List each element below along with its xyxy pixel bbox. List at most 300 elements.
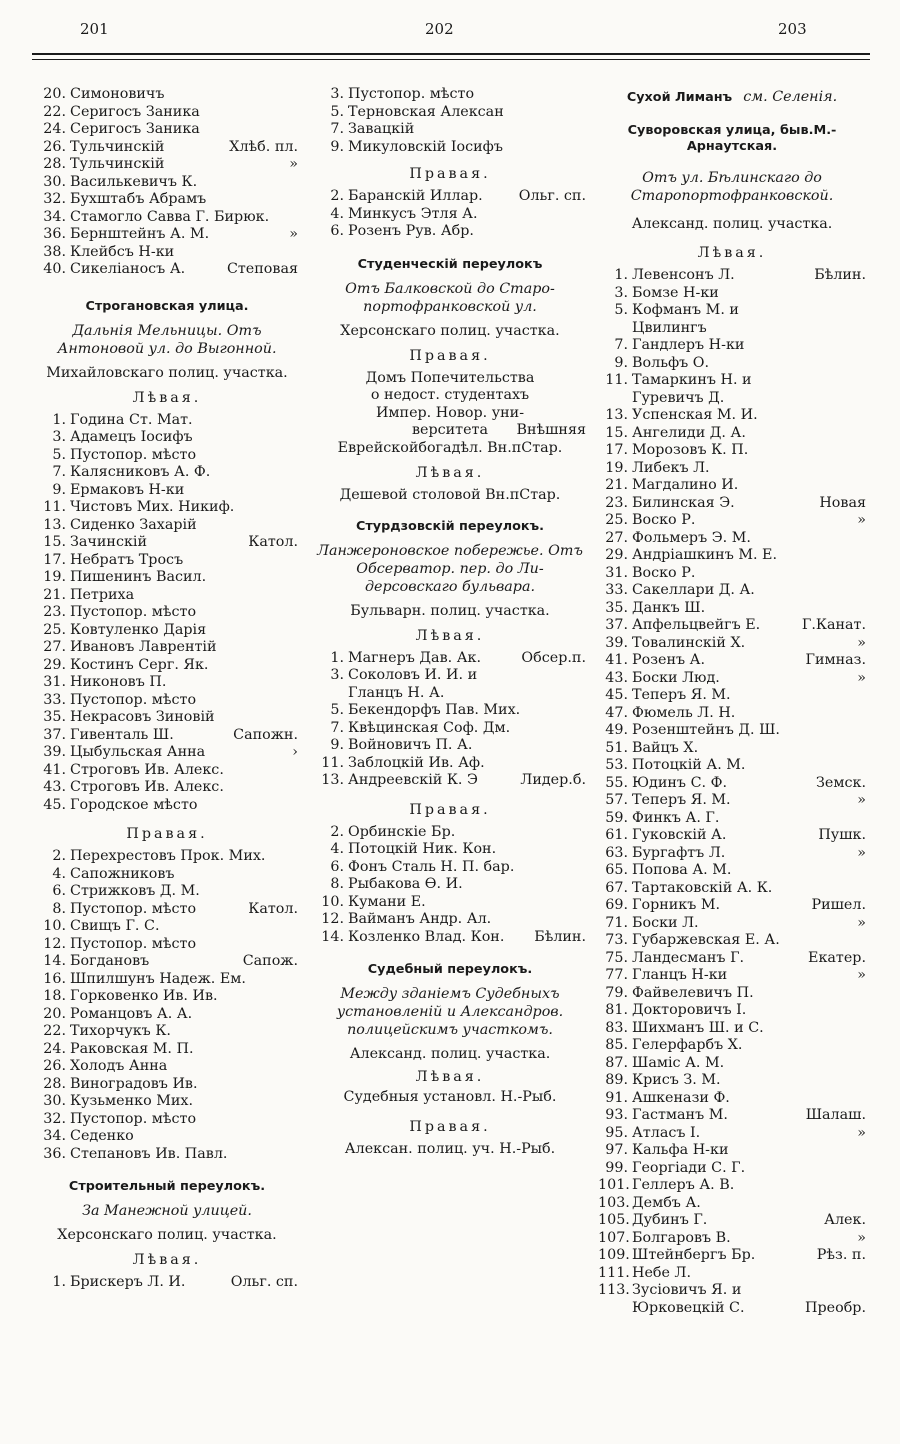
house-number: 79. bbox=[605, 984, 628, 1001]
entry-row bbox=[36, 121, 298, 139]
house-number: 12. bbox=[321, 911, 344, 927]
owner-name: Пустопор. мѣсто bbox=[70, 1110, 197, 1127]
owner-name: Тамаркинъ Н. и bbox=[632, 372, 752, 388]
owner-name: Рыбакова Ѳ. И. bbox=[348, 876, 463, 892]
entry-row bbox=[598, 477, 866, 495]
header-rule-thin bbox=[32, 59, 870, 60]
owner-name: Морозовъ К. П. bbox=[632, 442, 749, 458]
entry-row bbox=[598, 652, 866, 670]
owner-name: Баранскій Иллар. bbox=[348, 188, 483, 204]
house-number: 85. bbox=[605, 1037, 628, 1053]
entry-row bbox=[598, 1090, 866, 1108]
cross-street-tag: Хлѣб. пл. bbox=[229, 138, 298, 155]
entry-row bbox=[314, 188, 586, 206]
house-number: 8. bbox=[52, 900, 66, 917]
owner-name: Магнеръ Дав. Ак. bbox=[348, 649, 482, 666]
house-number: 59. bbox=[605, 809, 628, 826]
house-number: 2. bbox=[330, 823, 344, 840]
house-number: 37. bbox=[43, 726, 66, 743]
entry-row bbox=[598, 1247, 866, 1265]
house-number: 19. bbox=[605, 459, 628, 476]
owner-name: Пишенинъ Васил. bbox=[70, 569, 207, 585]
house-number: 43. bbox=[43, 779, 66, 795]
house-number: 29. bbox=[605, 547, 628, 563]
entry-row bbox=[314, 685, 586, 703]
house-number: 20. bbox=[43, 86, 66, 102]
cross-street-tag: Обсер.п. bbox=[521, 649, 586, 666]
house-number: 24. bbox=[43, 1040, 66, 1057]
owner-name: Зачинскій bbox=[70, 534, 147, 550]
owner-name: Гандлеръ Н-ки bbox=[632, 337, 745, 353]
entry-row bbox=[598, 512, 866, 530]
house-number: 31. bbox=[43, 674, 66, 690]
house-number: 26. bbox=[43, 138, 66, 155]
institution-block: Дешевой столовой Вн.пСтар. bbox=[339, 487, 561, 503]
owner-name: Никоновъ П. bbox=[70, 674, 167, 690]
side-label: Лѣвая. bbox=[415, 465, 485, 481]
owner-name: Успенская М. И. bbox=[632, 407, 758, 423]
owner-name: Шпилшунъ Надеж. Ем. bbox=[70, 970, 246, 987]
entry-row bbox=[314, 911, 586, 929]
entry-list bbox=[36, 848, 298, 1163]
house-number: 7. bbox=[52, 464, 66, 480]
entry-row bbox=[36, 744, 298, 762]
page-number-right: 203 bbox=[778, 20, 807, 38]
owner-name: Апфельцвейгъ Е. bbox=[632, 617, 761, 633]
house-number: 1. bbox=[330, 649, 344, 666]
page-number-center: 202 bbox=[425, 20, 454, 38]
institution-line: Домъ Попечительства bbox=[365, 369, 535, 386]
house-number: 19. bbox=[43, 569, 66, 585]
institution-line: Еврейскойбогадѣл. Вн.пСтар. bbox=[337, 439, 563, 456]
owner-name: Ашкенази Ф. bbox=[632, 1089, 730, 1106]
owner-name: Гланцъ Н. А. bbox=[348, 684, 445, 701]
entry-row bbox=[36, 447, 298, 465]
owner-name: Юрковецкій С. bbox=[632, 1299, 745, 1316]
house-number: 32. bbox=[43, 1110, 66, 1127]
owner-name: Брискеръ Л. И. bbox=[70, 1274, 186, 1290]
owner-name: Серигосъ Заника bbox=[70, 103, 200, 120]
entry-row bbox=[36, 1274, 298, 1292]
owner-name: Шихманъ Ш. и С. bbox=[632, 1019, 764, 1036]
cross-reference-title: Сухой Лиманъ bbox=[626, 90, 733, 105]
police-district: Бульварн. полиц. участка. bbox=[350, 602, 550, 619]
entry-row bbox=[36, 866, 298, 884]
entry-row bbox=[36, 1146, 298, 1164]
entry-row bbox=[36, 86, 298, 104]
entry-row bbox=[598, 757, 866, 775]
owner-name: Костинъ Серг. Як. bbox=[70, 656, 209, 673]
cross-street-tag: Катол. bbox=[248, 900, 298, 917]
entry-row bbox=[598, 372, 866, 390]
owner-name: Пустопор. мѣсто bbox=[70, 604, 197, 620]
entry-row bbox=[598, 1160, 866, 1178]
street-description: Между зданіемъ Судебныхъ установленій и Александров. полицейскимъ участкомъ. bbox=[336, 986, 564, 1038]
owner-name: Тульчинскій bbox=[70, 156, 165, 172]
entry-row bbox=[598, 285, 866, 303]
owner-name: Воско Р. bbox=[632, 564, 696, 581]
entry-list bbox=[598, 267, 866, 1317]
house-number: 41. bbox=[605, 652, 628, 668]
entry-row bbox=[598, 705, 866, 723]
entry-row bbox=[314, 650, 586, 668]
owner-name: Билинская Э. bbox=[632, 494, 735, 511]
house-number: 24. bbox=[43, 121, 66, 137]
entry-row bbox=[36, 779, 298, 797]
house-number: 45. bbox=[605, 687, 628, 703]
house-number: 101. bbox=[598, 1177, 630, 1193]
house-number: 2. bbox=[52, 848, 66, 864]
owner-name: Сапожниковъ bbox=[70, 865, 175, 882]
entry-row bbox=[598, 635, 866, 653]
street-heading: Судебный переулокъ. bbox=[367, 962, 533, 977]
house-number: 10. bbox=[43, 918, 66, 934]
entry-row bbox=[314, 929, 586, 947]
entry-row bbox=[36, 709, 298, 727]
owner-name: Болгаровъ В. bbox=[632, 1229, 731, 1246]
house-number: 77. bbox=[605, 967, 628, 983]
cross-street-tag: Пушк. bbox=[818, 827, 866, 843]
entry-row bbox=[598, 845, 866, 863]
entry-row bbox=[598, 1142, 866, 1160]
entry-row bbox=[36, 988, 298, 1006]
entry-row bbox=[314, 841, 586, 859]
entry-row bbox=[598, 390, 866, 408]
house-number: 33. bbox=[43, 691, 66, 708]
entry-row bbox=[36, 517, 298, 535]
owner-name: Теперъ Я. М. bbox=[632, 792, 731, 808]
owner-name: Дубинъ Г. bbox=[632, 1212, 708, 1228]
house-number: 38. bbox=[43, 243, 66, 260]
owner-name: Розенштейнъ Д. Ш. bbox=[632, 722, 780, 738]
institution-block: Алексан. полиц. уч. Н.-Рыб. bbox=[344, 1140, 556, 1157]
owner-name: Бекендорфъ Пав. Мих. bbox=[348, 702, 521, 718]
owner-name: Фюмель Л. Н. bbox=[632, 704, 736, 721]
owner-name: Соколовъ И. И. и bbox=[348, 667, 478, 683]
side-label: Лѣвая. bbox=[132, 389, 202, 406]
house-number: 3. bbox=[330, 86, 344, 102]
house-number: 28. bbox=[43, 156, 66, 172]
house-number: 26. bbox=[43, 1058, 66, 1074]
house-number: 7. bbox=[330, 121, 344, 137]
house-number: 3. bbox=[330, 667, 344, 683]
house-number: 73. bbox=[605, 932, 628, 948]
house-number: 61. bbox=[605, 827, 628, 843]
house-number: 25. bbox=[605, 512, 628, 528]
owner-name: Холодъ Анна bbox=[70, 1058, 168, 1074]
house-number: 33. bbox=[605, 582, 628, 598]
owner-name: Серигосъ Заника bbox=[70, 121, 200, 137]
entry-row bbox=[36, 261, 298, 279]
institution-line: Импер. Новор. уни- bbox=[375, 404, 525, 421]
police-district: Александ. полиц. участка. bbox=[631, 216, 833, 232]
house-number: 13. bbox=[605, 407, 628, 423]
house-number: 9. bbox=[52, 481, 66, 498]
house-number: 81. bbox=[605, 1002, 628, 1018]
owner-name: Попова А. М. bbox=[632, 862, 732, 878]
owner-name: Чистовъ Мих. Никиф. bbox=[70, 499, 235, 515]
owner-name: Дембъ А. bbox=[632, 1194, 701, 1211]
entry-row bbox=[598, 442, 866, 460]
house-number: 41. bbox=[43, 761, 66, 778]
owner-name: Пустопор. мѣсто bbox=[70, 446, 197, 463]
owner-name: Бомзе Н-ки bbox=[632, 284, 719, 301]
entry-row bbox=[36, 657, 298, 675]
cross-street-tag: Екатер. bbox=[808, 949, 866, 966]
owner-name: Финкъ А. Г. bbox=[632, 809, 720, 826]
house-number: 97. bbox=[605, 1142, 628, 1158]
cross-street-tag: Новая bbox=[819, 494, 866, 511]
house-number: 16. bbox=[43, 970, 66, 987]
entry-row bbox=[36, 639, 298, 657]
entry-row bbox=[36, 797, 298, 815]
owner-name: Василькевичъ К. bbox=[70, 173, 198, 190]
house-number: 51. bbox=[605, 739, 628, 756]
house-number: 21. bbox=[605, 477, 628, 493]
cross-street-tag: Гимназ. bbox=[805, 652, 866, 668]
entry-row bbox=[598, 495, 866, 513]
entry-row bbox=[36, 209, 298, 227]
police-district: Херсонскаго полиц. участка. bbox=[340, 322, 560, 339]
owner-name: Городское мѣсто bbox=[70, 796, 198, 813]
house-number: 34. bbox=[43, 1128, 66, 1144]
owner-name: Калясниковъ А. Ф. bbox=[70, 464, 211, 480]
house-number: 89. bbox=[605, 1072, 628, 1088]
police-district: Александ. полиц. участка. bbox=[349, 1046, 551, 1062]
owner-name: Боски Люд. bbox=[632, 669, 720, 686]
house-number: 20. bbox=[43, 1005, 66, 1022]
house-number: 6. bbox=[330, 858, 344, 875]
house-number: 39. bbox=[605, 634, 628, 651]
house-number: 1. bbox=[52, 1274, 66, 1290]
owner-name: Минкусъ Этля А. bbox=[348, 205, 478, 222]
entry-list bbox=[314, 86, 586, 156]
house-number: 27. bbox=[605, 529, 628, 546]
owner-name: Стамогло Савва Г. Бирюк. bbox=[70, 208, 270, 225]
cross-street-tag: Лидер.б. bbox=[520, 772, 586, 788]
entry-list bbox=[36, 1274, 298, 1292]
entry-row bbox=[598, 985, 866, 1003]
house-number: 13. bbox=[43, 516, 66, 533]
house-number: 5. bbox=[614, 302, 628, 318]
owner-name: Заблоцкій Ив. Аф. bbox=[348, 754, 485, 771]
owner-name: Седенко bbox=[70, 1128, 134, 1144]
house-number: 36. bbox=[43, 226, 66, 242]
street-description: Отъ ул. Бѣлинскаго до Старопортофранковской. bbox=[630, 170, 834, 204]
owner-name: Гелерфарбъ Х. bbox=[632, 1037, 743, 1053]
house-number: 55. bbox=[605, 774, 628, 791]
owner-name: Виноградовъ Ив. bbox=[70, 1075, 198, 1092]
cross-street-tag: Шалаш. bbox=[805, 1107, 866, 1123]
owner-name: Гуковскій А. bbox=[632, 827, 727, 843]
entry-row bbox=[36, 156, 298, 174]
cross-street-tag: Катол. bbox=[248, 534, 298, 550]
owner-name: Тульчинскій bbox=[70, 138, 165, 155]
police-district: Херсонскаго полиц. участка. bbox=[57, 1227, 277, 1243]
owner-name: Сикеліаносъ А. bbox=[70, 261, 186, 277]
entry-row bbox=[598, 1125, 866, 1143]
owner-name: Докторовичъ І. bbox=[632, 1002, 747, 1018]
owner-name: Ковтуленко Дарія bbox=[70, 621, 207, 638]
owner-name: Адамецъ Іосифъ bbox=[70, 429, 193, 445]
house-number: 36. bbox=[43, 1145, 66, 1162]
owner-name: Горникъ М. bbox=[632, 897, 721, 913]
entry-row bbox=[598, 302, 866, 320]
house-number: 22. bbox=[43, 103, 66, 120]
house-number: 3. bbox=[614, 284, 628, 301]
side-label: Лѣвая. bbox=[132, 1252, 202, 1268]
entry-row bbox=[598, 582, 866, 600]
owner-name: Войновичъ П. А. bbox=[348, 737, 473, 753]
cross-street-tag: Бѣлин. bbox=[814, 267, 866, 283]
house-number: 83. bbox=[605, 1019, 628, 1036]
owner-name: Петриха bbox=[70, 586, 135, 603]
cross-street-tag: Степовая bbox=[226, 261, 298, 277]
house-number: 10. bbox=[321, 893, 344, 910]
entry-list bbox=[36, 412, 298, 815]
owner-name: Атласъ І. bbox=[632, 1124, 701, 1141]
entry-row bbox=[36, 244, 298, 262]
owner-name: Бухштабъ Абрамъ bbox=[70, 191, 207, 207]
owner-name: Пустопор. мѣсто bbox=[348, 86, 475, 102]
house-number: 75. bbox=[605, 949, 628, 966]
owner-name: Степановъ Ив. Павл. bbox=[70, 1145, 228, 1162]
cross-street-tag: Внѣшняя bbox=[516, 422, 586, 438]
side-label: Лѣвая. bbox=[415, 627, 485, 644]
entry-row bbox=[598, 950, 866, 968]
entry-row bbox=[598, 670, 866, 688]
owner-name: Гланцъ Н-ки bbox=[632, 967, 728, 983]
street-description: За Манежной улицей. bbox=[82, 1203, 252, 1219]
entry-row bbox=[598, 897, 866, 915]
owner-name: Теперъ Я. М. bbox=[632, 687, 731, 703]
house-number: 37. bbox=[605, 617, 628, 633]
owner-name: Боски Л. bbox=[632, 914, 699, 931]
entry-row bbox=[598, 320, 866, 338]
house-number: 49. bbox=[605, 722, 628, 738]
house-number: 14. bbox=[43, 953, 66, 969]
entry-row bbox=[598, 740, 866, 758]
entry-row bbox=[36, 191, 298, 209]
entry-row bbox=[36, 587, 298, 605]
owner-name: Губаржевская Е. А. bbox=[632, 932, 780, 948]
entry-row bbox=[314, 894, 586, 912]
owner-name: Терновская Алексан bbox=[348, 103, 504, 120]
entry-row bbox=[598, 722, 866, 740]
entry-row bbox=[36, 883, 298, 901]
entry-row bbox=[314, 772, 586, 790]
house-number: 9. bbox=[614, 354, 628, 371]
entry-row bbox=[598, 1212, 866, 1230]
owner-name: Небе Л. bbox=[632, 1264, 692, 1281]
entry-row bbox=[598, 460, 866, 478]
entry-row bbox=[36, 104, 298, 122]
owner-name: Файвелевичъ П. bbox=[632, 984, 754, 1001]
street-description: Ланжероновское побережье. Отъ Обсерватор. пер. до Ли-дерсовскаго бульвара. bbox=[317, 542, 583, 595]
house-number: 113. bbox=[598, 1282, 630, 1298]
owner-name: Фольмеръ Э. М. bbox=[632, 529, 751, 546]
entry-row bbox=[36, 464, 298, 482]
entry-row bbox=[314, 86, 586, 104]
entry-row bbox=[598, 425, 866, 443]
owner-name: Бургафтъ Л. bbox=[632, 844, 726, 861]
owner-name: Кофманъ М. и bbox=[632, 302, 739, 318]
cross-street-tag: » bbox=[857, 967, 866, 983]
house-number: 45. bbox=[43, 796, 66, 813]
owner-name: Ангелиди Д. А. bbox=[632, 424, 746, 441]
owner-name: Вольфъ О. bbox=[632, 354, 710, 371]
owner-name: Георгіади С. Г. bbox=[632, 1159, 746, 1176]
house-number: 35. bbox=[43, 709, 66, 725]
house-number: 18. bbox=[43, 988, 66, 1004]
owner-name: Ермаковъ Н-ки bbox=[70, 481, 185, 498]
entry-row bbox=[314, 667, 586, 685]
street-description: Дальнія Мельницы. Отъ Антоновой ул. до Выгонной. bbox=[57, 322, 277, 357]
owner-name: Пустопор. мѣсто bbox=[70, 691, 197, 708]
owner-name: Стрижковъ Д. М. bbox=[70, 883, 200, 899]
owner-name: Строговъ Ив. Алекс. bbox=[70, 761, 224, 778]
entry-row bbox=[598, 687, 866, 705]
entry-row bbox=[36, 482, 298, 500]
owner-name: Бернштейнъ А. М. bbox=[70, 226, 210, 242]
entry-row bbox=[598, 1230, 866, 1248]
house-number: 6. bbox=[52, 883, 66, 899]
owner-name: Кальфа Н-ки bbox=[632, 1142, 729, 1158]
house-number: 65. bbox=[605, 862, 628, 878]
house-number: 5. bbox=[330, 702, 344, 718]
house-number: 3. bbox=[52, 429, 66, 445]
owner-name: Штейнбергъ Бр. bbox=[632, 1247, 756, 1263]
owner-name: Геллеръ А. В. bbox=[632, 1177, 735, 1193]
owner-name: Тихорчукъ К. bbox=[70, 1023, 171, 1039]
owner-name: Раковская М. П. bbox=[70, 1040, 194, 1057]
cross-street-tag: Ольг. сп. bbox=[518, 188, 586, 204]
entry-row bbox=[314, 755, 586, 773]
side-label: Правая. bbox=[409, 166, 491, 182]
owner-name: Клейбсъ Н-ки bbox=[70, 243, 175, 260]
cross-street-tag: » bbox=[857, 914, 866, 931]
owner-name: Цвилингъ bbox=[632, 319, 707, 336]
owner-name: Воско Р. bbox=[632, 512, 696, 528]
entry-row bbox=[598, 1282, 866, 1300]
entry-row bbox=[598, 1072, 866, 1090]
house-number: 47. bbox=[605, 704, 628, 721]
house-number: 11. bbox=[605, 372, 628, 388]
house-number: 25. bbox=[43, 621, 66, 638]
house-number: 21. bbox=[43, 586, 66, 603]
cross-street-tag: » bbox=[289, 156, 298, 172]
house-number: 2. bbox=[330, 188, 344, 204]
entry-row bbox=[36, 1023, 298, 1041]
side-label: Лѣвая. bbox=[697, 245, 767, 261]
owner-name: Симоновичъ bbox=[70, 86, 165, 102]
house-number: 13. bbox=[321, 772, 344, 788]
house-number: 8. bbox=[330, 876, 344, 892]
entry-row bbox=[598, 862, 866, 880]
house-number: 6. bbox=[330, 223, 344, 239]
owner-name: Горковенко Ив. Ив. bbox=[70, 988, 218, 1004]
owner-name: Гуревичъ Д. bbox=[632, 389, 725, 406]
owner-name: Левенсонъ Л. bbox=[632, 267, 735, 283]
house-number: 103. bbox=[598, 1194, 630, 1211]
owner-name: Козленко Влад. Кон. bbox=[348, 928, 505, 945]
entry-row bbox=[598, 792, 866, 810]
cross-street-tag: » bbox=[289, 226, 298, 242]
entry-row bbox=[36, 762, 298, 780]
entry-row bbox=[36, 953, 298, 971]
house-number: 15. bbox=[605, 424, 628, 441]
entry-row bbox=[598, 337, 866, 355]
